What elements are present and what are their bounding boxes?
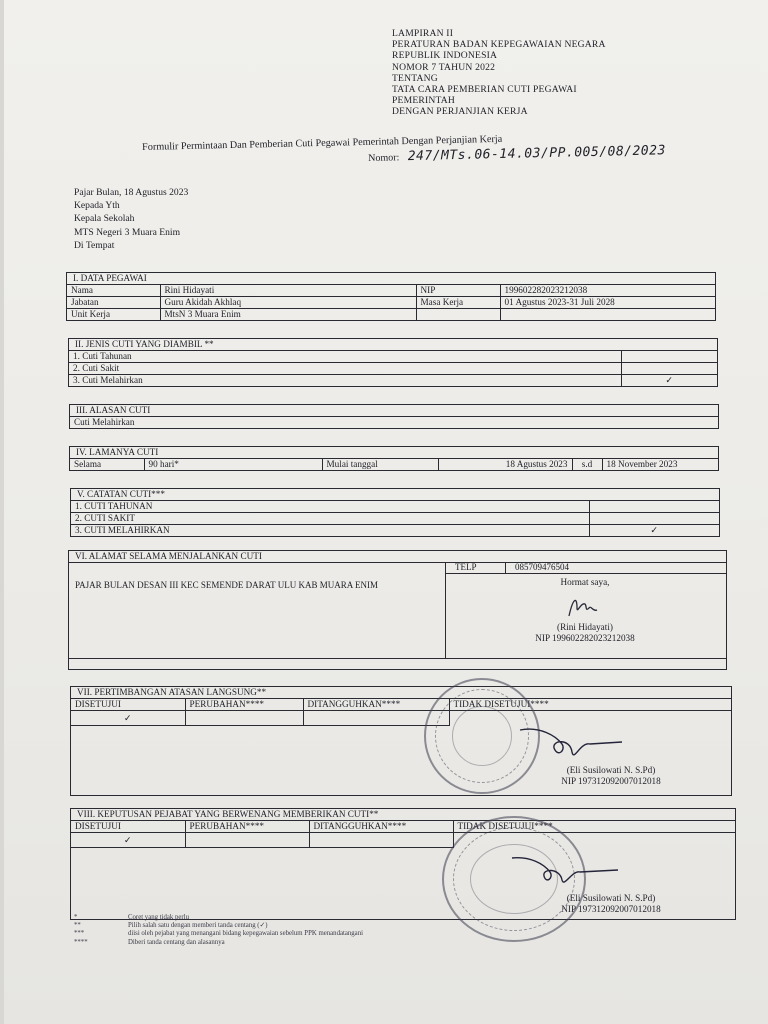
- table-cell: Nama: [67, 285, 160, 297]
- address-line: MTS Negeri 3 Muara Enim: [74, 226, 181, 238]
- lamanya-cuti-table: [70, 459, 718, 470]
- check-cell: ✓: [621, 375, 717, 387]
- table-cell: [416, 309, 500, 321]
- section-catatan-cuti: [70, 488, 720, 537]
- form-number-value: 247/MTs.06-14.03/PP.005/08/2023: [407, 143, 667, 165]
- address-line: Di Tempat: [74, 239, 115, 251]
- section-alasan-cuti: [69, 404, 719, 429]
- table-row: [71, 525, 719, 537]
- section-header: VIII. KEPUTUSAN PEJABAT YANG BERWENANG MEMBERIKAN CUTI**: [71, 809, 735, 821]
- footnote-text: Diberi tanda centang dan alasannya: [128, 938, 225, 946]
- table-cell: 3. Cuti Melahirkan: [69, 375, 621, 387]
- signer-name: (Rini Hidayati): [557, 622, 613, 632]
- table-row: [67, 285, 715, 297]
- check-cell: ✓: [71, 833, 185, 848]
- check-cell: ✓: [589, 525, 719, 537]
- nip-value: 199602282023212038: [552, 633, 635, 643]
- option-cell: DITANGGUHKAN****: [309, 821, 453, 833]
- table-row: [69, 363, 717, 375]
- data-pegawai-table: [67, 285, 715, 320]
- nip-label: NIP: [561, 776, 576, 786]
- table-cell: 18 Agustus 2023: [438, 459, 572, 470]
- table-cell: Mulai tanggal: [322, 459, 438, 470]
- option-cell: TIDAK DISETUJUI****: [453, 821, 735, 833]
- nip-value: 197312092007012018: [578, 904, 661, 914]
- section-lamanya-cuti: [69, 446, 719, 471]
- footnote: [74, 930, 363, 938]
- section-header: VII. PERTIMBANGAN ATASAN LANGSUNG**: [71, 687, 731, 699]
- table-row: [67, 309, 715, 321]
- check-cell: [185, 711, 303, 726]
- catatan-cuti-table: [71, 501, 719, 536]
- section-data-pegawai: [66, 272, 716, 321]
- table-cell: Masa Kerja: [416, 297, 500, 309]
- footnote-text: Coret yang tidak perlu: [128, 914, 189, 921]
- supervisor-signature: [510, 718, 630, 768]
- option-cell: DISETUJUI: [71, 699, 185, 711]
- lampiran-line: PEMERINTAH: [392, 95, 456, 107]
- keputusan-table: [71, 821, 735, 848]
- table-row: [71, 833, 735, 848]
- table-cell: Rini Hidayati: [160, 285, 416, 297]
- footnote-mark: ****: [74, 938, 88, 946]
- section-header: III. ALASAN CUTI: [70, 405, 718, 417]
- document-page: [4, 0, 768, 1024]
- table-row: [67, 297, 715, 309]
- lampiran-line: REPUBLIK INDONESIA: [392, 50, 498, 62]
- table-cell: s.d: [572, 459, 602, 470]
- table-cell: 1. CUTI TAHUNAN: [71, 501, 589, 513]
- pertimbangan-table: [71, 699, 731, 726]
- check-cell: [589, 513, 719, 525]
- option-cell: PERUBAHAN****: [185, 821, 309, 833]
- alasan-cuti-table: [70, 417, 718, 428]
- check-cell: ✓: [71, 711, 185, 726]
- signer-name: (Eli Susilowati N. S.Pd): [566, 893, 656, 903]
- signature-scribble: [563, 592, 603, 622]
- section-header: V. CATATAN CUTI***: [71, 489, 719, 501]
- form-number-label: Nomor:: [368, 152, 400, 164]
- option-cell: DITANGGUHKAN****: [303, 699, 449, 711]
- address-line: Pajar Bulan, 18 Agustus 2023: [74, 187, 189, 198]
- table-cell: 90 hari*: [144, 459, 322, 470]
- row-divider: [445, 573, 726, 574]
- section-jenis-cuti: [68, 338, 718, 387]
- signer-nip: [491, 776, 731, 787]
- table-cell: Cuti Melahirkan: [74, 417, 135, 427]
- table-cell: 18 November 2023: [602, 459, 718, 470]
- section-alamat-cuti: [68, 550, 727, 670]
- footnote: [74, 914, 363, 922]
- signer-nip: [445, 633, 725, 644]
- lampiran-line: LAMPIRAN II: [392, 28, 454, 39]
- table-cell: Unit Kerja: [67, 309, 160, 321]
- footnote: [74, 922, 363, 930]
- signer-name: (Eli Susilowati N. S.Pd): [566, 765, 656, 775]
- footnote-mark: ***: [74, 930, 85, 938]
- official-signature: [504, 848, 624, 892]
- recipient-address: [74, 186, 188, 252]
- table-cell: Jabatan: [67, 297, 160, 309]
- option-cell: PERUBAHAN****: [185, 699, 303, 711]
- table-cell: Guru Akidah Akhlaq: [160, 297, 416, 309]
- footnotes: [74, 914, 363, 947]
- table-cell: 199602282023212038: [500, 285, 715, 297]
- check-cell: [309, 833, 453, 848]
- check-cell: [185, 833, 309, 848]
- table-cell: MtsN 3 Muara Enim: [160, 309, 416, 321]
- footnote-text: diisi oleh pejabat yang menangani bidang kepegawaian sebelum PPK menandatangani: [128, 930, 363, 938]
- lampiran-line: TENTANG: [392, 72, 438, 84]
- lampiran-line: TATA CARA PEMBERIAN CUTI PEGAWAI: [392, 84, 577, 96]
- table-cell: Selama: [70, 459, 144, 470]
- footnote: [74, 939, 363, 947]
- table-cell: 2. CUTI SAKIT: [71, 513, 589, 525]
- lampiran-line: NOMOR 7 TAHUN 2022: [392, 61, 496, 73]
- table-cell: 1. Cuti Tahunan: [69, 351, 621, 363]
- lampiran-line: DENGAN PERJANJIAN KERJA: [392, 106, 528, 118]
- table-row: [71, 711, 731, 726]
- option-cell: DISETUJUI: [71, 821, 185, 833]
- telp-label: TELP: [455, 562, 477, 572]
- section-pertimbangan-atasan: [70, 686, 732, 796]
- employee-signature-block: [445, 577, 725, 644]
- table-row: [70, 459, 718, 470]
- check-cell: [621, 363, 717, 375]
- lampiran-line: PERATURAN BADAN KEPEGAWAIAN NEGARA: [392, 39, 606, 51]
- address-line: Kepada Yth: [74, 200, 120, 212]
- check-cell: [589, 501, 719, 513]
- option-cell: TIDAK DISETUJUI****: [449, 699, 731, 711]
- table-cell: NIP: [416, 285, 500, 297]
- row-divider: [69, 658, 726, 659]
- table-row: [71, 821, 735, 833]
- table-row: [69, 375, 717, 387]
- table-row: [71, 513, 719, 525]
- address-line: Kepala Sekolah: [74, 213, 135, 225]
- nip-value: 197312092007012018: [578, 776, 661, 786]
- table-cell: [500, 309, 715, 321]
- nip-label: NIP: [561, 904, 576, 914]
- table-row: [69, 351, 717, 363]
- table-cell: 01 Agustus 2023-31 Juli 2028: [500, 297, 715, 309]
- section-header: VI. ALAMAT SELAMA MENJALANKAN CUTI: [69, 551, 726, 563]
- nip-label: NIP: [535, 633, 550, 643]
- footnote-mark: *: [74, 914, 78, 921]
- table-row: [71, 501, 719, 513]
- table-cell: 2. Cuti Sakit: [69, 363, 621, 375]
- telp-value: 085709476504: [515, 562, 569, 572]
- closing-text: Hormat saya,: [560, 577, 610, 587]
- section-header: II. JENIS CUTI YANG DIAMBIL **: [69, 339, 717, 351]
- leave-address: PAJAR BULAN DESAN III KEC SEMENDE DARAT ULU KAB MUARA ENIM: [75, 580, 379, 590]
- signature: [445, 588, 725, 622]
- section-header: IV. LAMANYA CUTI: [70, 447, 718, 459]
- lampiran-header: [392, 28, 606, 118]
- jenis-cuti-table: [69, 351, 717, 386]
- form-title: Formulir Permintaan Dan Pemberian Cuti Pegawai Pemerintah Dengan Perjanjian Kerja: [142, 133, 503, 153]
- table-row: [71, 699, 731, 711]
- footnote-mark: **: [74, 922, 81, 930]
- column-divider: [505, 562, 506, 573]
- check-cell: [621, 351, 717, 363]
- table-row: [70, 417, 718, 428]
- footnote-text: Pilih salah satu dengan memberi tanda centang (✓): [128, 922, 268, 930]
- table-cell: 3. CUTI MELAHIRKAN: [71, 525, 589, 537]
- section-keputusan-pejabat: [70, 808, 736, 920]
- section-header: I. DATA PEGAWAI: [67, 273, 715, 285]
